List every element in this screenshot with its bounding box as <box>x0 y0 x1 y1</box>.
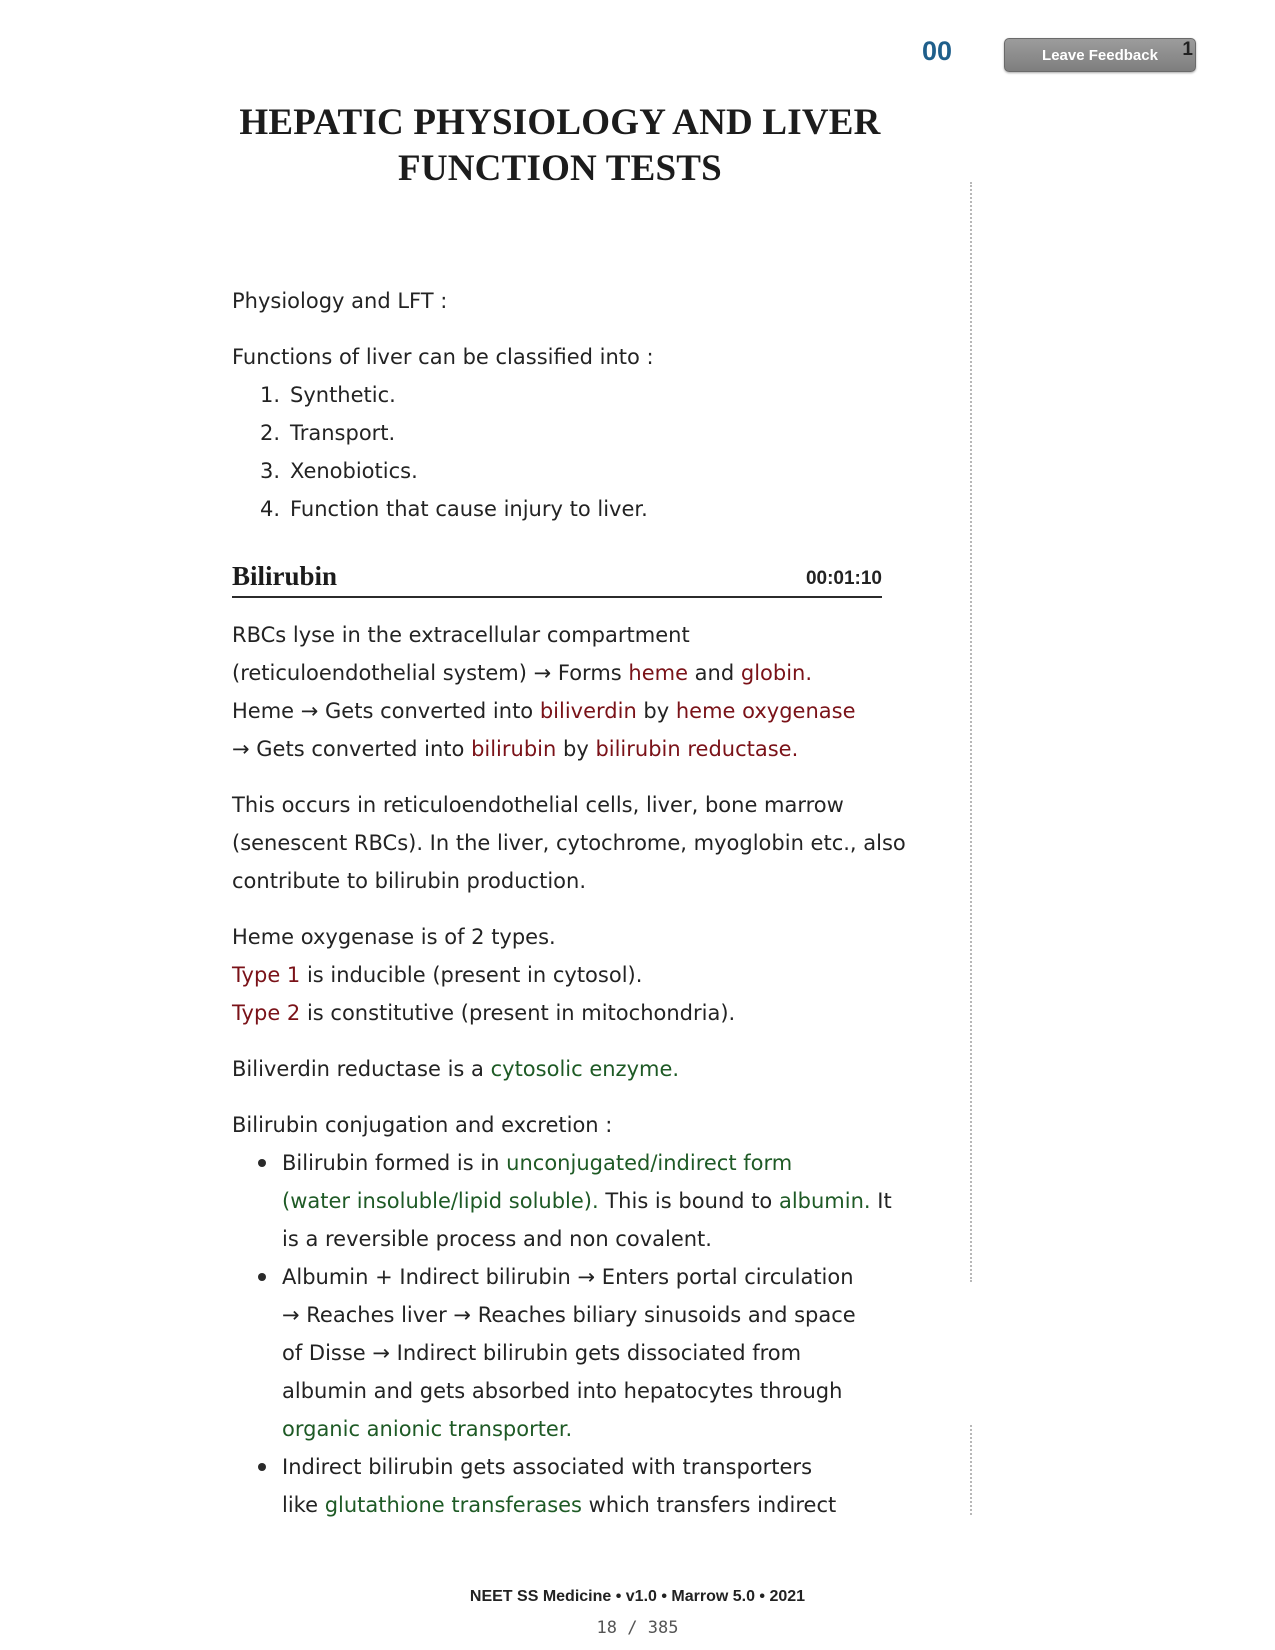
list-number: 2. <box>260 421 281 445</box>
paragraph-line: Bilirubin conjugation and excretion : <box>232 1113 613 1137</box>
list-item <box>260 452 882 490</box>
paragraph-line: (senescent RBCs). In the liver, cytochrome, myoglobin etc., also <box>232 831 906 855</box>
page-title <box>200 100 920 192</box>
list-number: 1. <box>260 383 281 407</box>
list-text: Xenobiotics. <box>290 459 418 483</box>
list-item <box>260 414 882 452</box>
paragraph-line: → Gets converted into bilirubin by bilirubin reductase. <box>232 737 799 761</box>
page-indicator: 00 <box>922 36 953 66</box>
list-item <box>260 490 882 528</box>
bullet-icon <box>258 1463 266 1471</box>
list-item: Bilirubin formed is in unconjugated/indirect form (water insoluble/lipid soluble). This is bound to albumin. It is a reversible process and non covalent. <box>282 1144 882 1258</box>
intro-heading: Physiology and LFT : <box>232 289 448 313</box>
list-item <box>260 376 882 414</box>
paragraph-line: This occurs in reticuloendothelial cells, liver, bone marrow <box>232 793 844 817</box>
title-line-2: FUNCTION TESTS <box>398 148 722 189</box>
list-text: Function that cause injury to liver. <box>290 497 648 521</box>
paragraph-line: (reticuloendothelial system) → Forms heme and globin. <box>232 661 813 685</box>
paragraph-line: Heme oxygenase is of 2 types. <box>232 925 556 949</box>
bullet-icon <box>258 1273 266 1281</box>
paragraph-line: RBCs lyse in the extracellular compartment <box>232 623 690 647</box>
page-count: 18 / 385 <box>596 1618 679 1638</box>
list-item: Albumin + Indirect bilirubin → Enters portal circulation → Reaches liver → Reaches biliary sinusoids and space of Disse → Indirect bilirubin gets dissociated from albumin and gets absorbed into hepatocytes through organic anionic transporter. <box>282 1258 882 1448</box>
leave-feedback-button[interactable] <box>1004 38 1196 72</box>
video-timestamp[interactable]: 00:01:10 <box>805 568 882 589</box>
list-number: 3. <box>260 459 281 483</box>
title-line-1: HEPATIC PHYSIOLOGY AND LIVER <box>239 102 881 143</box>
paragraph-line: contribute to bilirubin production. <box>232 869 586 893</box>
paragraph-line: Heme → Gets converted into biliverdin by heme oxygenase <box>232 699 856 723</box>
list-item: Indirect bilirubin gets associated with transporters like glutathione transferases which transfers indirect <box>282 1448 882 1524</box>
functions-intro: Functions of liver can be classified into : <box>232 345 654 369</box>
bullet-icon <box>258 1159 266 1167</box>
list-number: 4. <box>260 497 281 521</box>
list-text: Synthetic. <box>290 383 396 407</box>
notes-content <box>232 282 906 1524</box>
edition-footer: NEET SS Medicine • v1.0 • Marrow 5.0 • 2021 <box>469 1588 806 1605</box>
functions-list <box>232 376 882 528</box>
paragraph-line: Type 1 is inducible (present in cytosol). <box>232 963 643 987</box>
margin-dotted-rule-lower <box>970 1425 972 1515</box>
list-text: Transport. <box>290 421 396 445</box>
paragraph-line: Type 2 is constitutive (present in mitochondria). <box>232 1001 736 1025</box>
feedback-label: Leave Feedback <box>1042 46 1158 64</box>
section-title: Bilirubin <box>232 561 338 591</box>
section-header-bilirubin <box>232 552 882 598</box>
paragraph-line: Biliverdin reductase is a cytosolic enzyme. <box>232 1057 680 1081</box>
bullet-list <box>232 1144 892 1524</box>
margin-dotted-rule <box>970 182 972 1282</box>
feedback-badge: 1 <box>1182 39 1193 60</box>
